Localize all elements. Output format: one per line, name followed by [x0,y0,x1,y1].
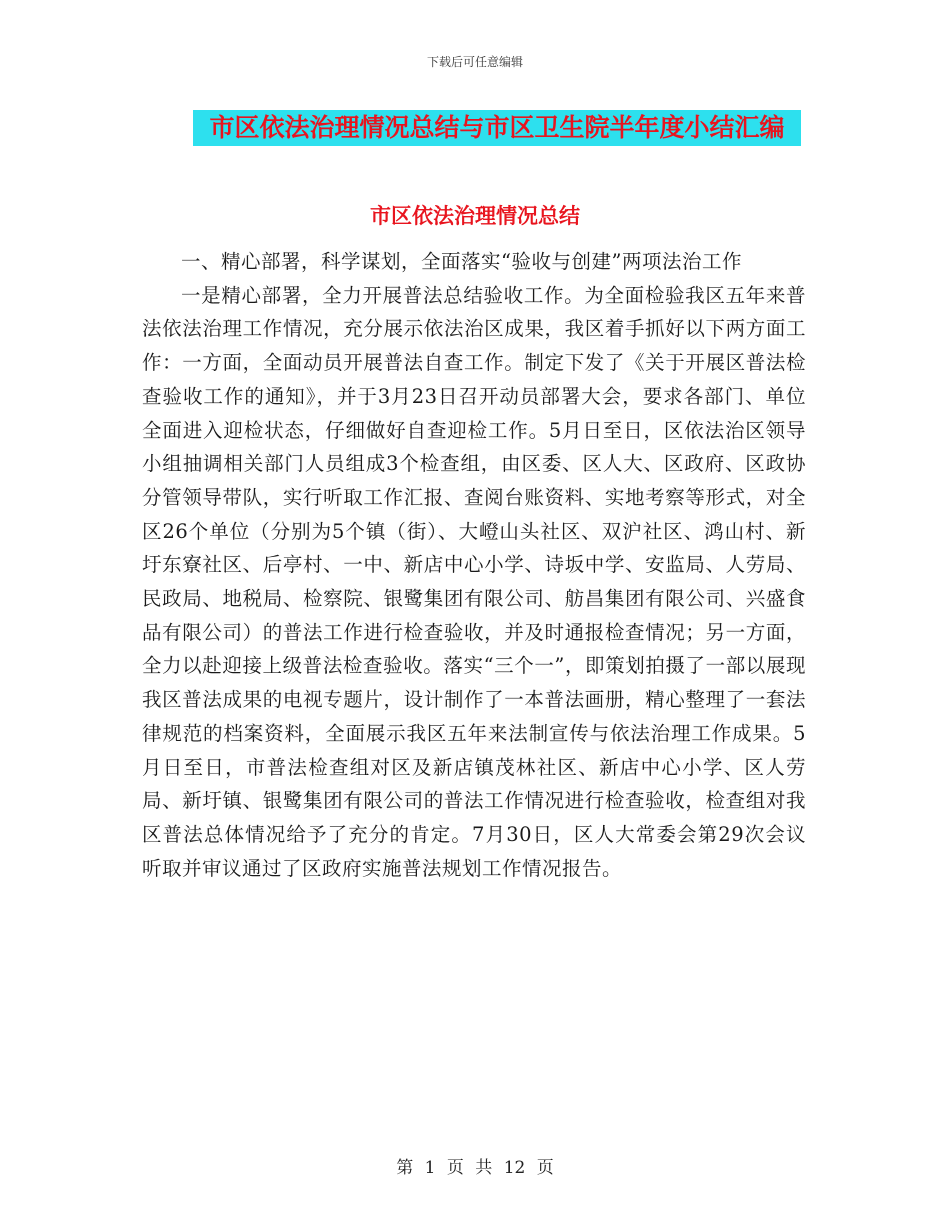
document-body [142,245,806,885]
section-title: 市区依法治理情况总结 [370,204,580,228]
paragraph-heading: 一、精心部署，科学谋划，全面落实“验收与创建”两项法治工作 [181,250,742,273]
paragraph-body: 一是精心部署，全力开展普法总结验收工作。为全面检验我区五年来普法依法治理工作情况，充分展示依法治区成果，我区着手抓好以下两方面工作：一方面，全面动员开展普法自查工作。制定下发了《关于开展区普法检查验收工作的通知》，并于3月23日召开动员部署大会，要求各部门、单位全面进入迎检状态，仔细做好自查迎检工作。5月日至日，区依法治区领导小组抽调相关部门人员组成3个检查组，由区委、区人大、区政府、区政协分管领导带队，实行听取工作汇报、查阅台账资料、实地考察等形式，对全区26个单位（分别为5个镇（街）、大嶝山头社区、双沪社区、鸿山村、新圩东寮社区、后亭村、一中、新店中心小学、诗坂中学、安监局、人劳局、民政局、地税局、检察院、银鹭集团有限公司、舫昌集团有限公司、兴盛食品有限公司）的普法工作进行检查验收，并及时通报检查情况；另一方面，全力以赴迎接上级普法检查验收。落实“三个一”，即策划拍摄了一部以展现我区普法成果的电视专题片，设计制作了一本普法画册，精心整理了一套法律规范的档案资料，全面展示我区五年来法制宣传与依法治理工作成果。5月日至日，市普法检查组对区及新店镇茂林社区、新店中心小学、区人劳局、新圩镇、银鹭集团有限公司的普法工作情况进行检查验收，检查组对我区普法总体情况给予了充分的肯定。7月30日，区人大常委会第29次会议听取并审议通过了区政府实施普法规划工作情况报告。 [142,283,806,880]
header-note: 下载后可任意编辑 [426,55,523,69]
document-title: 市区依法治理情况总结与市区卫生院半年度小结汇编 [193,110,801,146]
page-footer: 第 1 页 共 12 页 [396,1158,554,1178]
